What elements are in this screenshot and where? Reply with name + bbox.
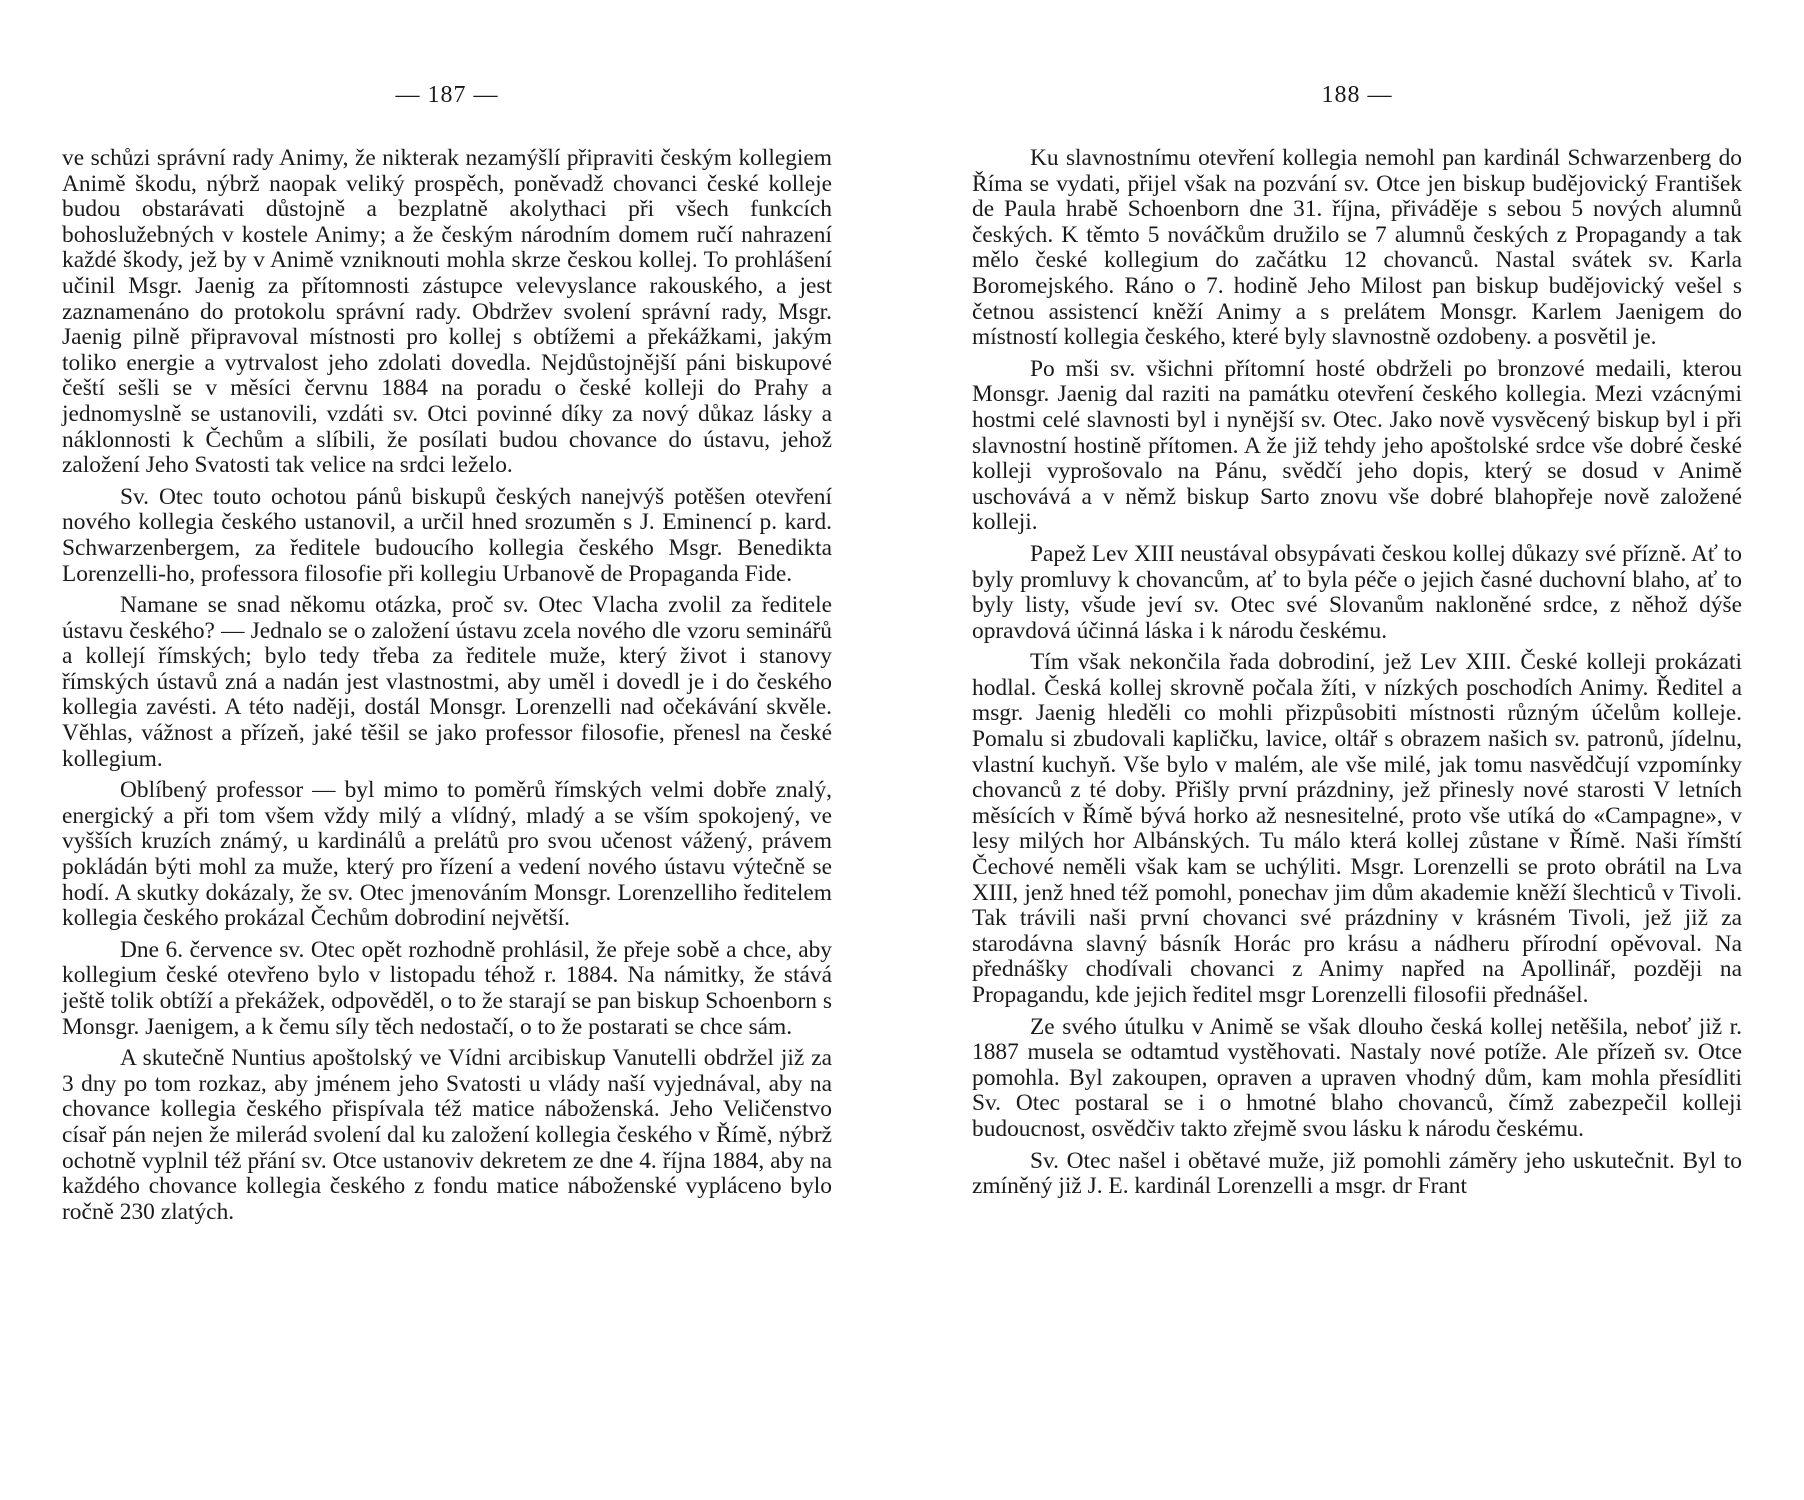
page-number-right: 188 — (1321, 82, 1393, 108)
paragraph: Sv. Otec touto ochotou pánů biskupů českých nanejvýš potěšen otevření nového kollegia českého ustanovil, a určil hned srozuměn s J. Eminencí p. kard. Schwarzenbergem, za ředitele budoucího kollegia českého Msgr. Benedikta Lorenzelli-ho, professora filosofie při kollegiu Urbanově de Propaganda Fide. (62, 483, 832, 587)
left-page (62, 0, 832, 1500)
paragraph: Po mši sv. všichni přítomní hosté obdrželi po bronzové medaili, kterou Monsgr. Jaenig dal raziti na památku otevření českého kollegia. Mezi vzácnými hostmi celé slavnosti byl i nynější sv. Otec. Jako nově vysvěcený biskup byl i při slavnostní hostině přítomen. A že již tehdy jeho apoštolské srdce vše dobré české kolleji vyprošovalo na Pánu, svědčí jeho dopis, který se dosud v Animě uschovává a v němž biskup Sarto znovu vše dobré blahopřeje nově založené kolleji. (972, 355, 1742, 536)
paragraph: Papež Lev XIII neustával obsypávati českou kollej důkazy své přízně. Ať to byly promluvy k chovancům, ať to byla péče o jejich časné duchovní blaho, ať to byly listy, všude jeví sv. Otec své Slovanům nakloněné srdce, z něhož dýše opravdová účinná láska i k národu českému. (972, 540, 1742, 644)
paragraph: Dne 6. července sv. Otec opět rozhodně prohlásil, že přeje sobě a chce, aby kollegium české otevřeno bylo v listopadu téhož r. 1884. Na námitky, že stává ještě tolik obtíží a překážek, odpověděl, o to že starají se pan biskup Schoenborn s Monsgr. Jaenigem, a k čemu síly těch nedostačí, o to že postarati se chce sám. (62, 936, 832, 1040)
right-page (972, 0, 1742, 1500)
paragraph: ve schůzi správní rady Animy, že nikterak nezamýšlí připraviti českým kollegiem Animě škodu, nýbrž naopak veliký prospěch, poněvadž chovanci české kolleje budou obstarávati důstojně a bezplatně akolythaci při všech funkcích bohoslužebných v kostele Animy; a že českým národním domem ručí nahrazení každé škody, jež by v Animě vzniknouti mohla skrze českou kollej. To prohlášení učinil Msgr. Jaenig za přítomnosti zástupce velevyslance rakouského, a jest zaznamenáno do protokolu správní rady. Obdržev svolení správní rady, Msgr. Jaenig pilně připravoval místnosti pro kollej s obtížemi a překážkami, jakým toliko energie a vytrvalost jeho zdolati dovedla. Nejdůstojnější páni biskupové čeští sešli se v měsíci červnu 1884 na poradu o české kolleji do Prahy a jednomyslně se ustanovili, vzdáti sv. Otci povinné díky za nový důkaz lásky a náklonnosti k Čechům a slíbili, že posílati budou chovance do ústavu, jehož založení Jeho Svatosti tak velice na srdci leželo. (62, 145, 832, 479)
paragraph: Ze svého útulku v Animě se však dlouho česká kollej netěšila, neboť již r. 1887 musela se odtamtud vystěhovati. Nastaly nové potíže. Ale přízeň sv. Otce pomohla. Byl zakoupen, opraven a upraven vhodný dům, kam mohla přesídliti Sv. Otec postaral se i o hmotné blaho chovanců, čímž zabezpečil kolleji budoucnost, osvědčiv takto zřejmě svou lásku k národu českému. (972, 1013, 1742, 1142)
paragraph: Oblíbený professor — byl mimo to poměrů římských velmi dobře znalý, energický a při tom všem vždy milý a vlídný, mladý a se vším spokojený, ve vyšších kruzích známý, u kardinálů a prelátů pro svou učenost vážený, právem pokládán býti mohl za muže, který pro řízení a vedení nového ústavu výtečně se hodí. A skutky dokázaly, že sv. Otec jmenováním Monsgr. Lorenzelliho ředitelem kollegia českého prokázal Čechům dobrodiní největší. (62, 777, 832, 932)
paragraph: A skutečně Nuntius apoštolský ve Vídni arcibiskup Vanutelli obdržel již za 3 dny po tom rozkaz, aby jménem jeho Svatosti u vlády naší vyjednával, aby na chovance kollegia českého přispívala též matice náboženská. Jeho Veličenstvo císař pán nejen že milerád svolení dal ku založení kollegia českého v Římě, nýbrž ochotně vyplnil též přání sv. Otce ustanoviv dekretem ze dne 4. října 1884, aby na každého chovance kollegia českého z fondu matice náboženské vypláceno bylo ročně 230 zlatých. (62, 1045, 832, 1225)
left-page-text (62, 146, 832, 1231)
right-page-text (972, 146, 1742, 1206)
paragraph: Tím však nekončila řada dobrodiní, jež Lev XIII. České kolleji prokázati hodlal. Česká kollej skrovně počala žíti, v nízkých poschodích Animy. Ředitel a msgr. Jaenig hleděli co mohli přizpůsobiti místnosti různým účelům kolleje. Pomalu si zbudovali kapličku, lavice, oltář s obrazem našich sv. patronů, jídelnu, vlastní kuchyň. Vše bylo v malém, ale vše milé, jak tomu nasvědčují vzpomínky chovanců z té doby. Přišly první prázdniny, jež přinesly nové starosti V letních měsících v Římě bývá horko až nesnesitelné, proto vše utíká do «Campagne», v lesy milých hor Albánských. Tu málo která kollej zůstane v Římě. Naši římští Čechové neměli však kam se uchýliti. Msgr. Lorenzelli se proto obrátil na Lva XIII, jenž hned též pomohl, ponechav jim dům akademie kněží šlechticů v Tivoli. Tak trávili naši první chovanci své prázdniny v krásném Tivoli, jež již za starodávna slavný básník Horác pro krásu a nádheru přírodní opěvoval. Na přednášky chodívali chovanci z Animy napřed na Apollinář, později na Propagandu, kde jejich ředitel msgr Lorenzelli filosofii přednášel. (972, 649, 1742, 1008)
page-number-left: — 187 — (395, 82, 499, 108)
paragraph: Sv. Otec našel i obětavé muže, již pomohli záměry jeho uskutečnit. Byl to zmíněný již J. E. kardinál Lorenzelli a msgr. dr Frant (972, 1147, 1742, 1200)
paragraph: Namane se snad někomu otázka, proč sv. Otec Vlacha zvolil za ředitele ústavu českého? — Jednalo se o založení ústavu zcela nového dle vzoru seminářů a kollejí římských; bylo tedy třeba za ředitele muže, který život i stanovy římských ústavů zná a nadán jest vlastnostmi, aby uměl i dovedl je i do českého kollegia zavésti. A této naději, dostál Monsgr. Lorenzelli nad očekávání skvěle. Věhlas, vážnost a přízeň, jaké těšil se jako professor filosofie, přenesl na české kollegium. (62, 592, 832, 772)
paragraph: Ku slavnostnímu otevření kollegia nemohl pan kardinál Schwarzenberg do Říma se vydati, přijel však na pozvání sv. Otce jen biskup budějovický František de Paula hrabě Schoenborn dne 31. října, přiváděje s sebou 5 nových alumnů českých. K těmto 5 nováčkům družilo se 7 alumnů českých z Propagandy a tak mělo české kollegium do začátku 12 chovanců. Nastal svátek sv. Karla Boromejského. Ráno o 7. hodině Jeho Milost pan biskup budějovický vešel s četnou assistencí kněží Animy a s prelátem Monsgr. Karlem Jaenigem do místností kollegia českého, které byly slavnostně ozdobeny. a posvětil je. (972, 145, 1742, 351)
